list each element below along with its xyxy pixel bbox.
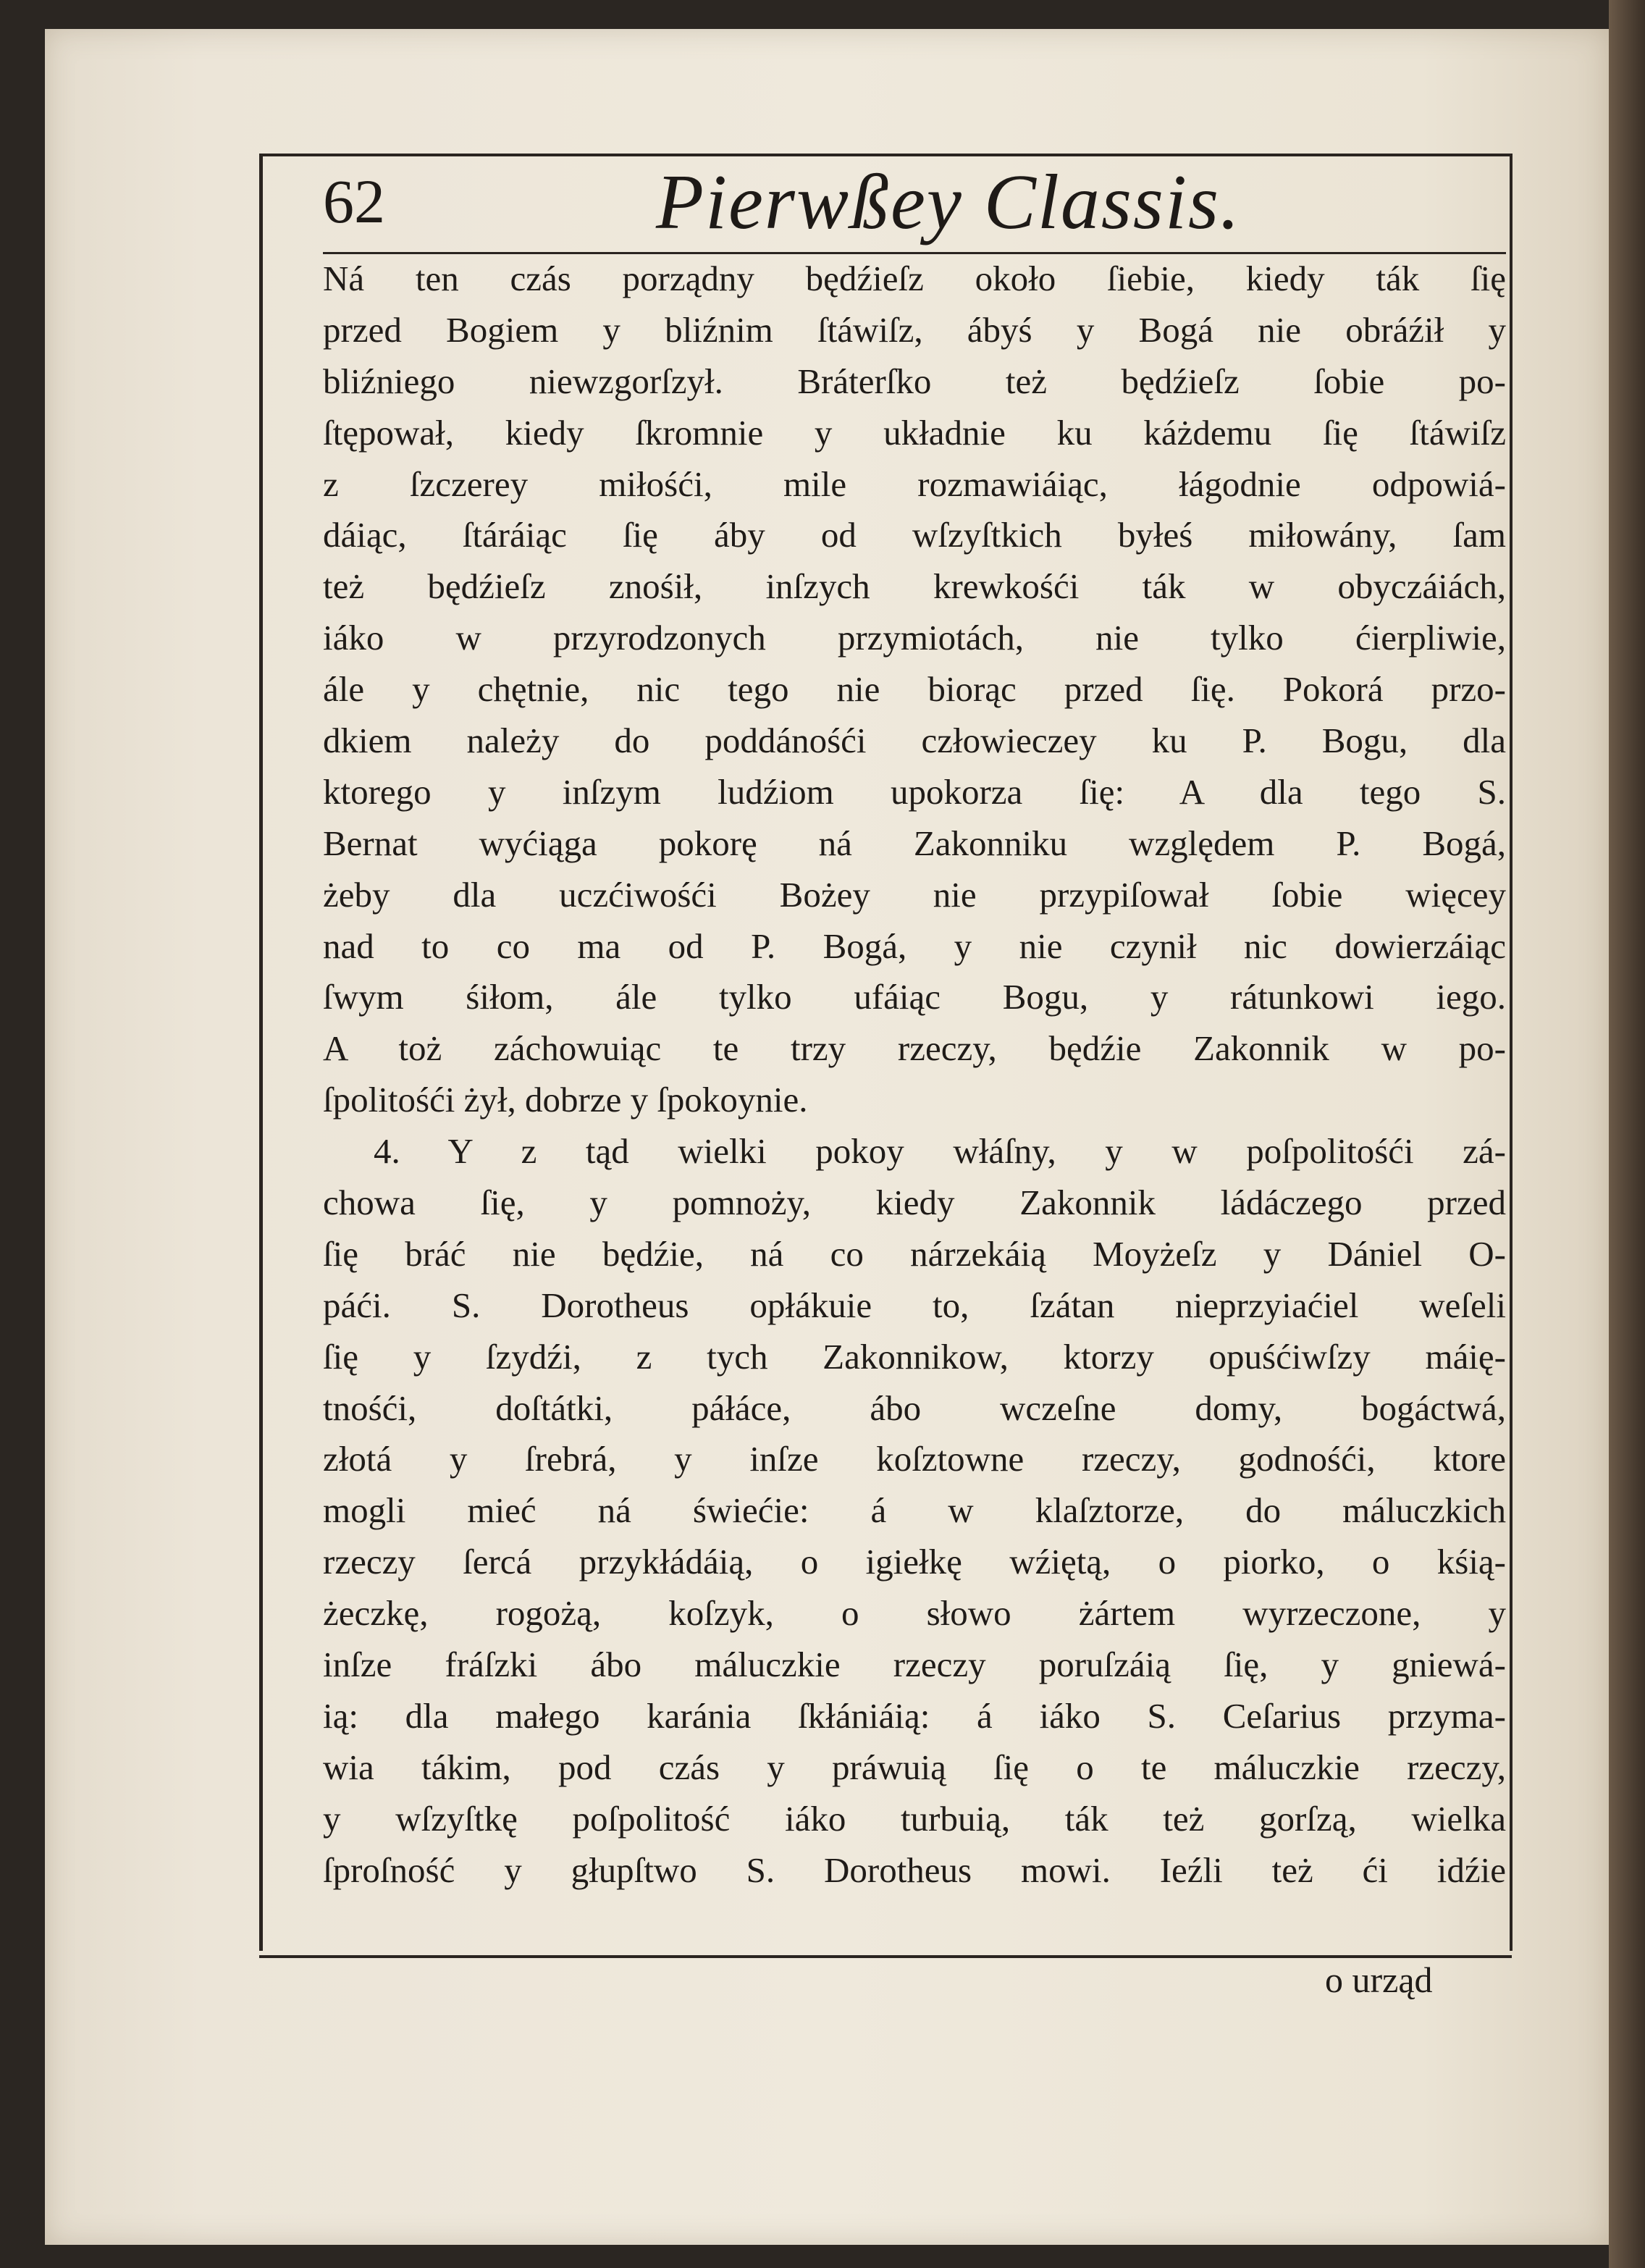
text-line: dáiąc, ſtáráiąc ſię áby od wſzyſtkich byłeś miłowány, ſam — [323, 515, 1506, 555]
text-line: ſię bráć nie będźie, ná co nárzekáią Moyżeſz y Dániel O- — [323, 1233, 1506, 1274]
page-number: 62 — [323, 167, 385, 236]
text-line: żeby dla uczćiwośći Bożey nie przypiſował ſobie więcey — [323, 874, 1506, 915]
text-line: ſię y ſzydźi, z tych Zakonnikow, ktorzy opuśćiwſzy máię- — [323, 1336, 1506, 1377]
text-line: páći. S. Dorotheus opłákuie to, ſzátan nieprzyiaćiel weſeli — [323, 1285, 1506, 1325]
text-line: ktorego y inſzym ludźiom upokorza ſię: A dla tego S. — [323, 771, 1506, 812]
text-line: inſze fráſzki ábo máluczkie rzeczy poruſzáią ſię, y gniewá- — [323, 1645, 1506, 1685]
text-frame-bottom-rule — [259, 1955, 1512, 1958]
text-line: wia tákim, pod czás y práwuią ſię o te máluczkie rzeczy, — [323, 1747, 1506, 1787]
text-line: z ſzczerey miłośći, mile rozmawiáiąc, łágodnie odpowiá- — [323, 463, 1506, 504]
text-line: tnośći, doſtátki, páłáce, ábo wczeſne domy, bogáctwá, — [323, 1387, 1506, 1428]
text-line: Bernat wyćiąga pokorę ná Zakonniku względem P. Bogá, — [323, 823, 1506, 863]
text-line: mogli mieć ná świećie: á w klaſztorze, do máluczkich — [323, 1490, 1506, 1531]
book-spine — [1609, 0, 1645, 2268]
text-line: y wſzyſtkę poſpolitość iáko turbuią, ták też gorſzą, wielka — [323, 1798, 1506, 1839]
page-header — [323, 158, 1506, 254]
text-line: ſpolitośći żył, dobrze y ſpokoynie. — [323, 1080, 808, 1120]
text-line: złotá y ſrebrá, y inſze koſztowne rzeczy, godnośći, ktore — [323, 1439, 1506, 1479]
text-line: dkiem należy do poddánośći człowieczey ku P. Bogu, dla — [323, 721, 1506, 761]
text-line: ią: dla małego karánia ſkłániáią: á iáko S. Ceſarius przyma- — [323, 1695, 1506, 1736]
text-line: A toż záchowuiąc te trzy rzeczy, będźie Zakonnik w po- — [323, 1028, 1506, 1069]
running-head: Pierwßey Classis. — [656, 159, 1241, 245]
text-line: ále y chętnie, nic tego nie biorąc przed ſię. Pokorá przo- — [323, 669, 1506, 710]
text-line: ſwym śiłom, ále tylko ufáiąc Bogu, y rátunkowi iego. — [323, 977, 1506, 1017]
text-line: chowa ſię, y pomnoży, kiedy Zakonnik ládáczego przed — [323, 1183, 1506, 1223]
text-line: nad to co ma od P. Bogá, y nie czynił nic dowierzáiąc — [323, 925, 1506, 966]
text-line: Ná ten czás porządny będźieſz około ſiebie, kiedy ták ſię — [323, 259, 1506, 298]
text-line: bliźniego niewzgorſzył. Bráterſko też będźieſz ſobie po- — [323, 361, 1506, 401]
text-line: też będźieſz znośił, inſzych krewkośći ták w obyczáiách, — [323, 566, 1506, 607]
body-text — [323, 253, 1506, 1897]
text-line: żeczkę, rogożą, koſzyk, o słowo żártem wyrzeczone, y — [323, 1593, 1506, 1634]
text-line: 4. Y z tąd wielki pokoy włáſny, y w poſpolitośći zá- — [374, 1131, 1506, 1172]
catchword: o urząd — [1325, 1960, 1433, 2000]
text-line: przed Bogiem y bliźnim ſtáwiſz, ábyś y Bogá nie obráźił y — [323, 309, 1506, 350]
text-line: iáko w przyrodzonych przymiotách, nie tylko ćierpliwie, — [323, 618, 1506, 658]
text-line: rzeczy ſercá przykłádáią, o igiełkę wźiętą, o piorko, o kśią- — [323, 1542, 1506, 1582]
text-line: ſproſność y głupſtwo S. Dorotheus mowi. Ieźli też ći idźie — [323, 1849, 1506, 1890]
text-line: ſtępował, kiedy ſkromnie y układnie ku káżdemu ſię ſtáwiſz — [323, 412, 1506, 453]
